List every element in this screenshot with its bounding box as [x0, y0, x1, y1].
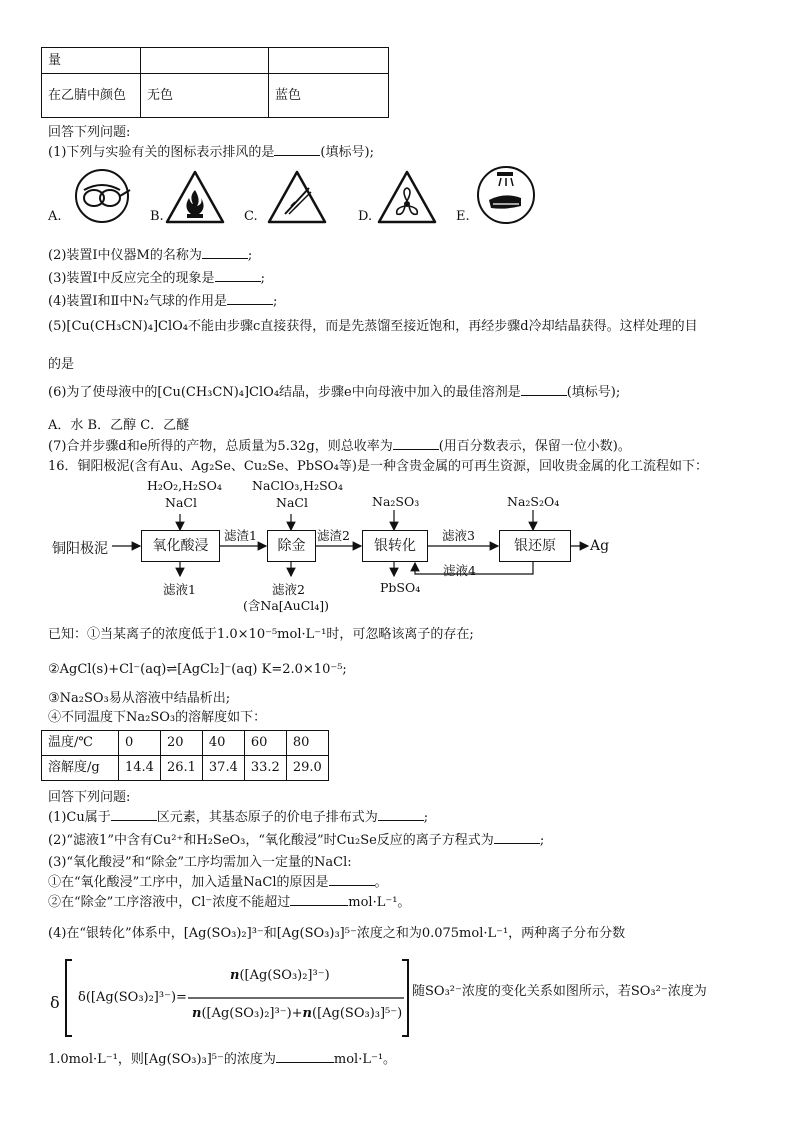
- known-condition-1: 已知：①当某离子的浓度低于1.0×10⁻⁵mol·L⁻¹时，可忽略该离子的存在;: [48, 627, 474, 642]
- top-table: [41, 47, 389, 118]
- table-cell: 无色: [141, 74, 269, 118]
- table-cell: 14.4: [119, 756, 161, 781]
- option-label-a: A.: [48, 209, 62, 224]
- gold-removal-box: 除金: [267, 530, 316, 562]
- q15-part2: [48, 246, 252, 265]
- table-header-cell: 温度/℃: [42, 731, 119, 756]
- q15-part1-suffix: (填标号);: [320, 145, 374, 160]
- answer-blank[interactable]: [215, 269, 261, 282]
- answer-blank[interactable]: [290, 893, 348, 906]
- filtrate-label: 滤液4: [443, 563, 476, 578]
- fraction-numerator: [230, 968, 330, 983]
- copper-complex-formula: [Cu(CH₃CN)₄]ClO₄: [157, 385, 280, 400]
- residue-label: 滤渣1: [224, 528, 257, 543]
- q16-part3-2-suffix: mol·L⁻¹。: [348, 895, 411, 910]
- delta-symbol: δ: [50, 993, 60, 1012]
- table-cell: [141, 48, 269, 74]
- silver-conversion-box: 银转化: [362, 530, 428, 562]
- filtrate-note: (含Na[AuCl₄]): [243, 598, 330, 613]
- q16-last-suffix: mol·L⁻¹。: [333, 1052, 397, 1067]
- denominator-text: ([Ag(SO₃)₃]⁵⁻): [312, 1006, 403, 1021]
- reagent-label: Na₂SO₃: [372, 494, 420, 509]
- answer-blank[interactable]: [202, 246, 248, 259]
- option-label-c: C.: [244, 209, 258, 224]
- byproduct-label: PbSO₄: [380, 580, 421, 595]
- flow-end-label: Ag: [590, 538, 610, 554]
- solubility-table: [41, 730, 329, 781]
- answer-blank[interactable]: [521, 383, 567, 396]
- q16-part1-text: (1)Cu属于: [48, 810, 111, 825]
- table-cell: [269, 48, 389, 74]
- q15-part1: [48, 143, 374, 162]
- table-cell: 蓝色: [269, 74, 389, 118]
- goggles-icon: [72, 168, 134, 224]
- q15-part6-text-mid: 结晶，步骤e中向母液中加入的最佳溶剂是: [279, 385, 521, 400]
- q16-part3-1: [48, 873, 388, 892]
- q15-part3: [48, 269, 265, 288]
- residue-label: 滤渣2: [317, 528, 350, 543]
- mole-symbol: n: [302, 1006, 312, 1021]
- table-header-cell: 溶解度/g: [42, 756, 119, 781]
- q15-part6-options: A．水 B．乙醇 C．乙醚: [48, 418, 190, 433]
- q16-last-line: [48, 1050, 396, 1069]
- fraction-denominator: [192, 1006, 402, 1021]
- denominator-text: ([Ag(SO₃)₂]³⁻)+: [201, 1006, 303, 1021]
- answer-blank[interactable]: [393, 437, 439, 450]
- q16-part3-1-suffix: 。: [374, 875, 388, 890]
- known-condition-2: ②AgCl(s)+Cl⁻(aq)⇌[AgCl₂]⁻(aq) K=2.0×10⁻⁵;: [48, 662, 347, 677]
- filtrate-label: 滤液3: [442, 528, 475, 543]
- answer-blank[interactable]: [274, 143, 320, 156]
- q15-part3-text: (3)装置Ⅰ中反应完全的现象是: [48, 271, 215, 286]
- oxidative-acid-leach-box: 氧化酸浸: [141, 530, 220, 562]
- q16-title: 16．铜阳极泥(含有Au、Ag₂Se、Cu₂Se、PbSO₄等)是一种含贵金属的可再生资源，回收贵金属的化工流程如下：: [48, 459, 708, 474]
- answer-blank[interactable]: [227, 292, 273, 305]
- sharp-object-warning-icon: [265, 168, 329, 226]
- q15-part4-suffix: ;: [272, 294, 278, 309]
- filtrate-label: 滤液1: [163, 582, 196, 597]
- option-label-e: E.: [456, 209, 470, 224]
- mole-symbol: n: [192, 1006, 202, 1021]
- q16-part1-text-mid: 区元素，其基态原子的价电子排布式为: [156, 810, 378, 825]
- q15-part5-text: 不能由步骤c直接获得，而是先蒸馏至接近饱和，再经步骤d冷却结晶获得。这样处理的目: [188, 319, 698, 334]
- hand-washing-icon: [475, 164, 537, 226]
- table-cell: 33.2: [244, 756, 286, 781]
- q16-part2-text: (2)“滤液1”中含有Cu²⁺和H₂SeO₃，“氧化酸浸”时Cu₂Se反应的离子方程式为: [48, 833, 494, 848]
- q15-part2-suffix: ;: [247, 248, 253, 263]
- q15-part6-suffix: (填标号);: [566, 385, 621, 400]
- reagent-label: NaCl: [276, 495, 308, 510]
- q16-part4: (4)在“银转化”体系中，[Ag(SO₃)₂]³⁻和[Ag(SO₃)₃]⁵⁻浓度之和为0.075mol·L⁻¹，两种离子分布分数: [48, 926, 626, 941]
- q15-part7: [48, 437, 631, 456]
- answer-blank[interactable]: [276, 1050, 334, 1063]
- table-cell: 80: [286, 731, 328, 756]
- known-condition-4: ④不同温度下Na₂SO₃的溶解度如下：: [48, 710, 267, 725]
- reagent-label: Na₂S₂O₄: [507, 494, 560, 509]
- q15-part5: [48, 318, 698, 336]
- table-cell: 60: [244, 731, 286, 756]
- flame-warning-icon: [163, 168, 227, 226]
- table-cell: 29.0: [286, 756, 328, 781]
- q15-part1-text: (1)下列与实验有关的图标表示排风的是: [48, 145, 275, 160]
- q15-part4: [48, 292, 277, 311]
- q15-part2-text: (2)装置Ⅰ中仪器M的名称为: [48, 248, 202, 263]
- q16-part3: (3)“氧化酸浸”和“除金”工序均需加入一定量的NaCl:: [48, 855, 352, 870]
- answer-blank[interactable]: [494, 831, 540, 844]
- flow-start-label: 铜阳极泥: [52, 541, 108, 557]
- reagent-label: NaClO₃,H₂SO₄: [252, 478, 343, 493]
- silver-reduction-box: 银还原: [499, 530, 571, 562]
- answer-blank[interactable]: [329, 873, 375, 886]
- table-cell: 40: [202, 731, 244, 756]
- q16-part1-suffix: ;: [423, 810, 429, 825]
- q16-intro: 回答下列问题:: [48, 790, 131, 805]
- table-cell: 量: [42, 48, 141, 74]
- q16-part3-2-text: ②在“除金”工序溶液中，Cl⁻浓度不能超过: [48, 895, 291, 910]
- table-cell: 20: [160, 731, 202, 756]
- q15-part4-text: (4)装置Ⅰ和Ⅱ中N₂气球的作用是: [48, 294, 227, 309]
- q15-part6-text: (6)为了使母液中的: [48, 385, 158, 400]
- q15-part6: [48, 383, 620, 402]
- numerator-text: ([Ag(SO₃)₂]³⁻): [239, 968, 330, 983]
- option-label-b: B.: [150, 209, 164, 224]
- q16-last-text: 1.0mol·L⁻¹，则[Ag(SO₃)₃]⁵⁻的浓度为: [48, 1052, 276, 1067]
- q15-part3-suffix: ;: [260, 271, 265, 286]
- q16-part2-suffix: ;: [539, 833, 545, 848]
- q16-part3-1-text: ①在“氧化酸浸”工序中，加入适量NaCl的原因是: [48, 875, 329, 890]
- table-row: [42, 756, 329, 781]
- answer-blank[interactable]: [111, 808, 157, 821]
- table-cell: 26.1: [160, 756, 202, 781]
- q15-part7-suffix: (用百分数表示，保留一位小数)。: [438, 439, 631, 454]
- copper-complex-formula: (5)[Cu(CH₃CN)₄]ClO₄: [48, 319, 189, 334]
- q16-part1: [48, 808, 428, 827]
- table-row: [42, 74, 389, 118]
- table-cell: 在乙腈中颜色: [42, 74, 141, 118]
- q15-part5-cont: 的是: [48, 357, 75, 372]
- q15-intro: 回答下列问题:: [48, 125, 131, 140]
- q15-part7-text: (7)合并步骤d和e所得的产物，总质量为5.32g，则总收率为: [48, 439, 393, 454]
- known-condition-3: ③Na₂SO₃易从溶液中结晶析出;: [48, 691, 231, 706]
- q16-part3-2: [48, 893, 410, 912]
- delta-definition: δ([Ag(SO₃)₂]³⁻)=: [78, 990, 187, 1005]
- filtrate-label: 滤液2: [272, 582, 305, 597]
- delta-after-text: 随SO₃²⁻浓度的变化关系如图所示，若SO₃²⁻浓度为: [412, 984, 707, 999]
- mole-symbol: n: [230, 968, 240, 983]
- table-cell: 37.4: [202, 756, 244, 781]
- reagent-label: NaCl: [165, 495, 197, 510]
- exhaust-fan-icon: [375, 168, 439, 226]
- reagent-label: H₂O₂,H₂SO₄: [147, 478, 222, 493]
- table-row: [42, 48, 389, 74]
- table-cell: 0: [119, 731, 161, 756]
- q16-part2: [48, 831, 544, 850]
- option-label-d: D.: [358, 209, 373, 224]
- answer-blank[interactable]: [378, 808, 424, 821]
- table-row: [42, 731, 329, 756]
